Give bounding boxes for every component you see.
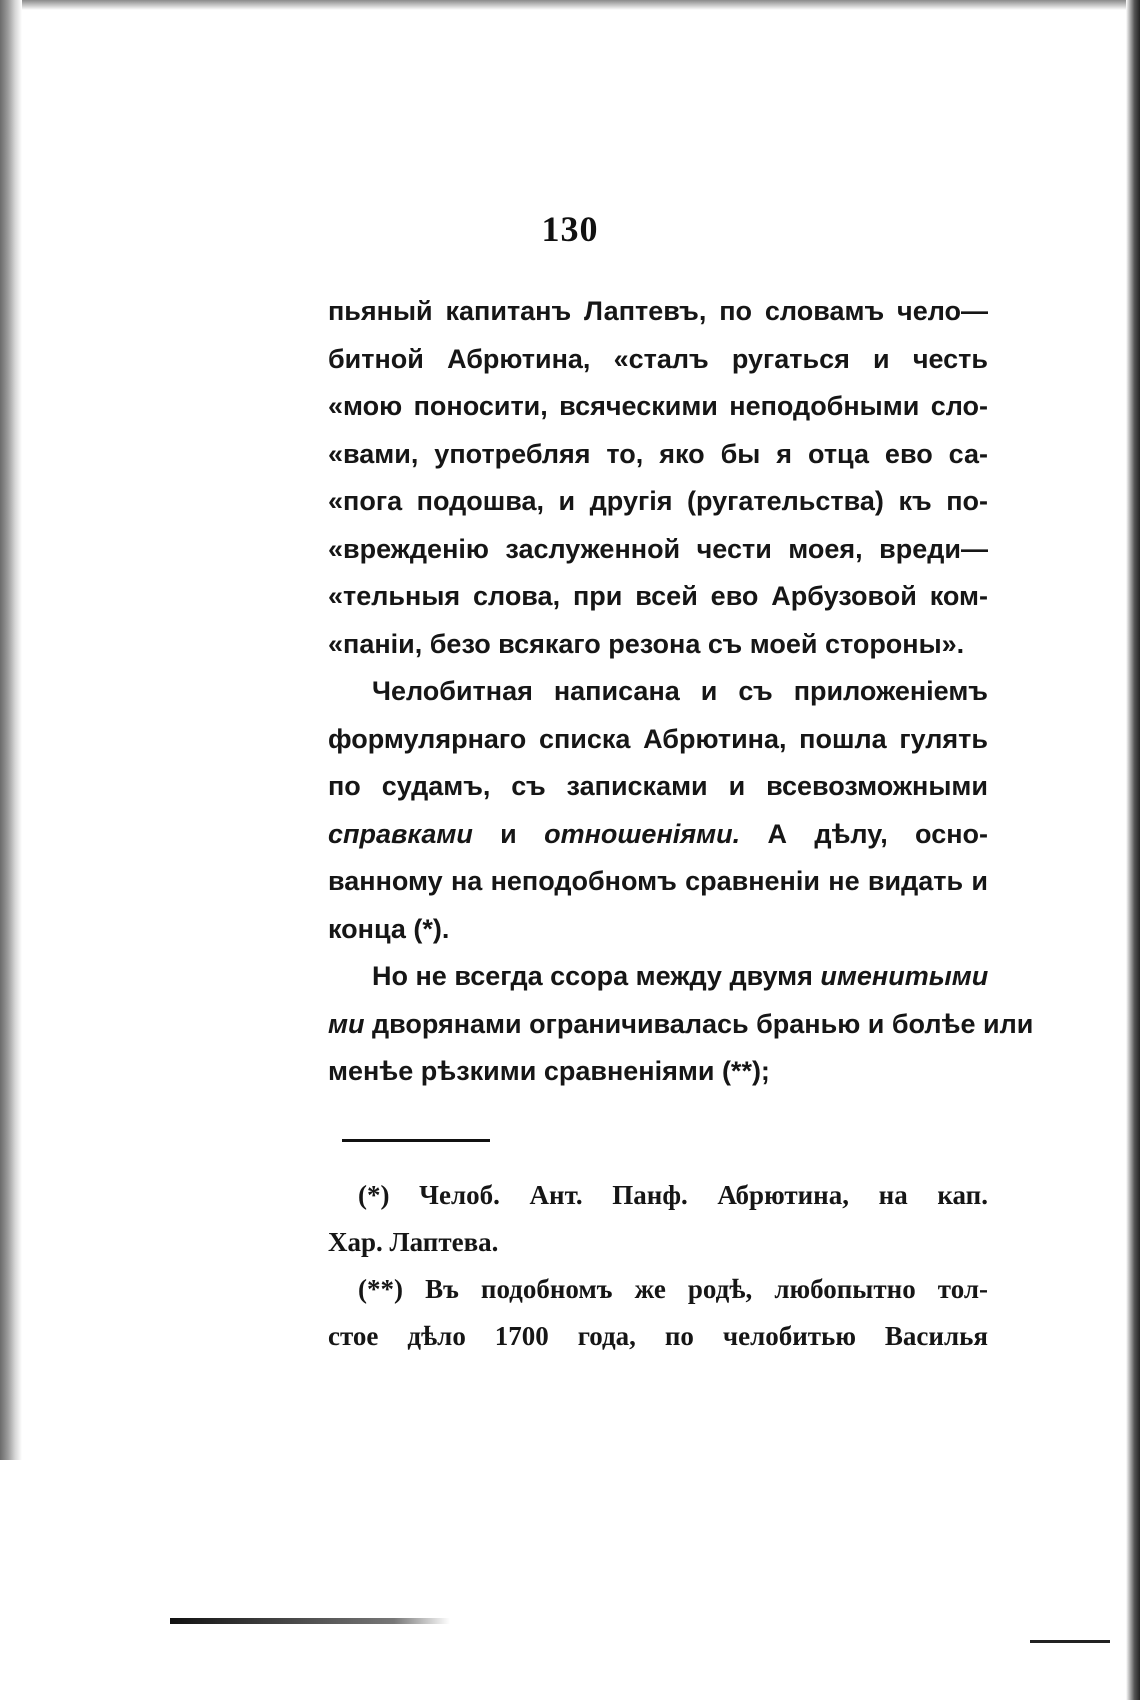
text-line: Челобитная написана и съ приложеніемъ [372,676,988,706]
scan-edge-bottom-right [1030,1640,1110,1643]
body-text [328,288,1034,1096]
footnotes [328,1172,988,1360]
scan-edge-right [1126,0,1140,1700]
footnote-line: стое дѣло 1700 года, по челобитью Василья [328,1321,988,1351]
text-line: «пога подошва, и другія (ругательства) къ по- [328,486,988,516]
text-line: «паніи, безо всякаго резона съ моей стороны». [328,628,965,659]
text-line [328,1001,1034,1049]
footnote-line: (*) Челоб. Ант. Панф. Абрютина, на кап. [358,1180,988,1210]
text-line: битной Абрютина, «сталъ ругаться и честь [328,343,988,374]
text-fragment: и [472,818,545,849]
text-line: формулярнаго списка Абрютина, пошла гулять [328,723,988,754]
italic-word: отношеніями. [544,818,741,849]
text-fragment: дворянами ограничивалась бранью и болѣе или [364,1008,1034,1039]
text-line [328,953,988,1001]
italic-word: ми [328,1008,365,1039]
text-line: «тельныя слова, при всей ево Арбузовой ком- [328,581,988,611]
text-line: ванному на неподобномъ сравненіи не видать и [328,866,988,896]
text-line: «врежденію заслуженной чести моея, вреди— [328,533,988,564]
footnote-line: (**) Въ подобномъ же родѣ, любопытно тол- [358,1274,988,1304]
text-line: по судамъ, съ записками и всевозможными [328,771,988,801]
text-line: «вами, употребляя то, яко бы я отца ево са- [328,438,988,469]
footnote-separator [342,1139,490,1142]
footnote-line: Хар. Лаптева. [328,1227,499,1257]
text-line [328,811,988,859]
page-number: 130 [541,209,599,249]
scan-edge-bottom [170,1618,450,1624]
italic-word: справками [328,818,473,849]
text-line: конца (*). [328,913,450,944]
text-line: менѣе рѣзкими сравненіями (**); [328,1056,770,1086]
text-line: пьяный капитанъ Лаптевъ, по словамъ чело— [328,296,988,326]
italic-word: именитыми [820,961,989,991]
text-fragment: А дѣлу, осно- [740,818,989,849]
text-fragment: Но не всегда ссора между двумя [372,961,821,991]
scan-edge-top [0,0,1140,10]
text-line: «мою поносити, всяческими неподобными сло- [328,391,988,421]
